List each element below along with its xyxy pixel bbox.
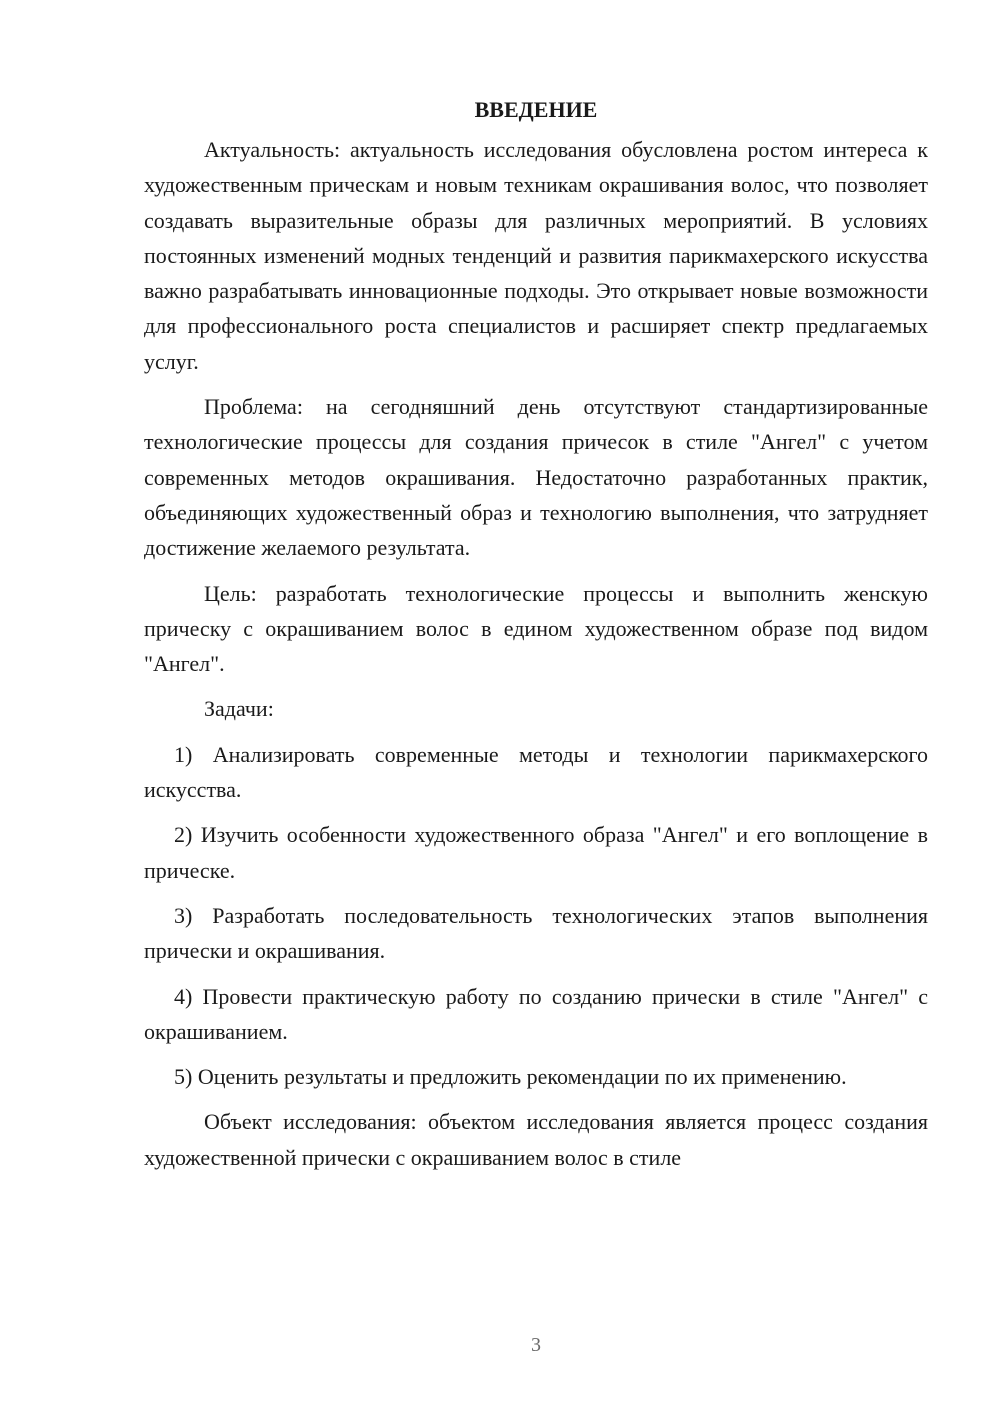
tasks-label: Задачи: [204,696,274,722]
task-item-2: 2) Изучить особенности художественного образа "Ангел" и его воплощение в прическе. [144,822,928,883]
task-item-1: 1) Анализировать современные методы и технологии парикмахерского искусства. [144,741,928,803]
page-title: ВВЕДЕНИЕ [474,97,598,122]
document-page [144,90,928,1175]
task-item-4: 4) Провести практическую работу по созданию прически в стиле "Ангел" с окрашиванием. [144,983,928,1044]
object-paragraph: Объект исследования: объектом исследования является процесс создания художественной прически с окрашиванием волос в стиле [144,1109,928,1170]
problem-paragraph: Проблема: на сегодняшний день отсутствуют стандартизированные технологические процессы для создания причесок в стиле "Ангел" с учетом современных методов окрашивания. Недостаточно разработанных практик, объединяющих художественный образ и технологию выполнения, что затрудняет достижение желаемого результата. [144,394,928,561]
page-number: 3 [531,1334,541,1356]
task-item-5: 5) Оценить результаты и предложить рекомендации по их применению. [174,1064,847,1090]
task-item-3: 3) Разработать последовательность технологических этапов выполнения прически и окрашивания. [144,902,928,964]
goal-paragraph: Цель: разработать технологические процессы и выполнить женскую прическу с окрашиванием волос в едином художественном образе под видом "Ангел". [144,580,928,677]
relevance-paragraph: Актуальность: актуальность исследования обусловлена ростом интереса к художественным прическам и новым техникам окрашивания волос, что позволяет создавать выразительные образы для различных мероприятий. В условиях постоянных изменений модных тенденций и развития парикмахерского искусства важно разрабатывать инновационные подходы. Это открывает новые возможности для профессионального роста специалистов и расширяет спектр предлагаемых услуг. [144,137,928,374]
